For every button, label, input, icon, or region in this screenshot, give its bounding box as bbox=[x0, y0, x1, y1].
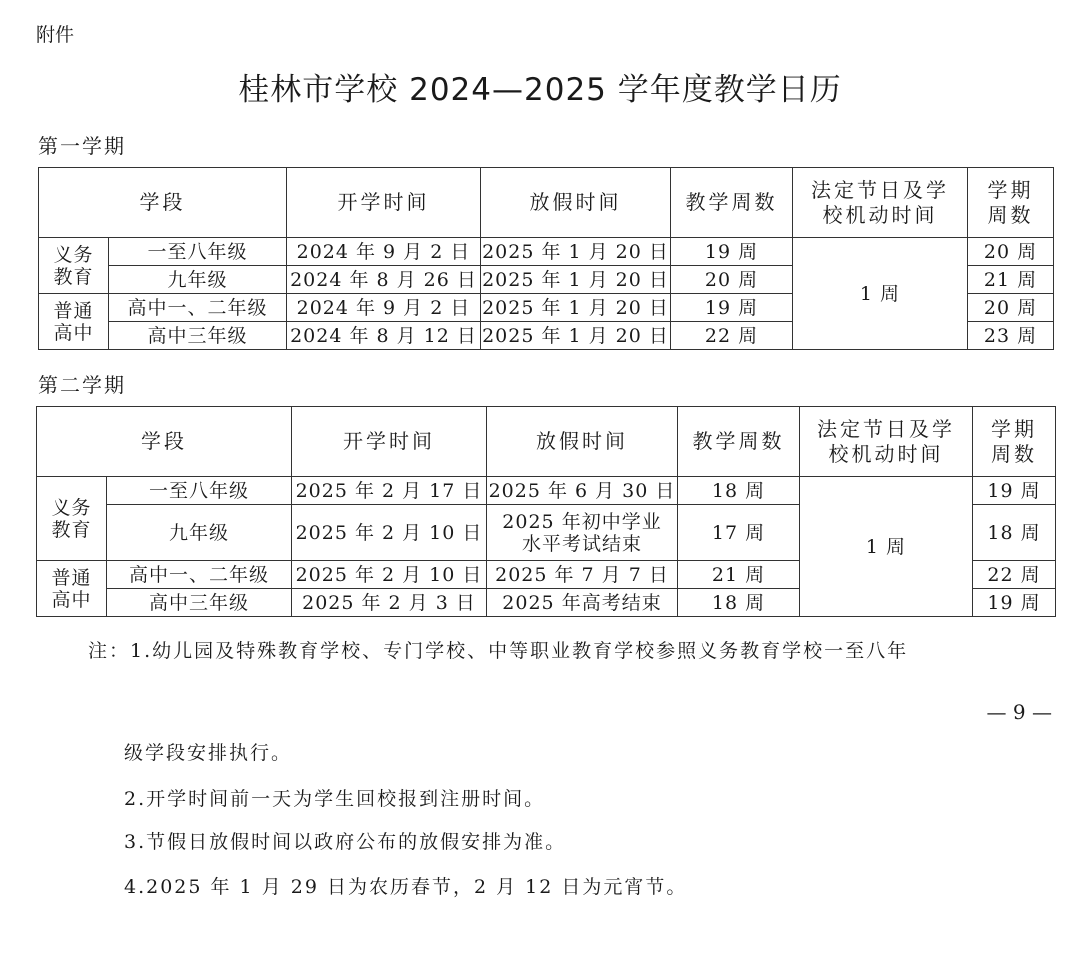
grade-cell: 高中一、二年级 bbox=[107, 561, 292, 589]
weeks-cell: 17 周 bbox=[678, 505, 800, 561]
grade-cell: 九年级 bbox=[107, 505, 292, 561]
header-term-weeks: 学期 周数 bbox=[973, 407, 1056, 477]
weeks-cell: 18 周 bbox=[678, 477, 800, 505]
note-1-continued: 级学段安排执行。 bbox=[124, 742, 293, 764]
holiday-cell: 2025 年 7 月 7 日 bbox=[487, 561, 678, 589]
note-1: 注：1.幼儿园及特殊教育学校、专门学校、中等职业教育学校参照义务教育学校一至八年 bbox=[88, 640, 909, 662]
holiday-cell: 2025 年 1 月 20 日 bbox=[481, 322, 671, 350]
header-holiday: 放假时间 bbox=[487, 407, 678, 477]
header-start: 开学时间 bbox=[287, 168, 481, 238]
start-cell: 2025 年 2 月 10 日 bbox=[292, 505, 487, 561]
term-weeks-cell: 23 周 bbox=[968, 322, 1054, 350]
group-compulsory: 义务 教育 bbox=[39, 238, 109, 294]
header-teaching-weeks: 教学周数 bbox=[678, 407, 800, 477]
start-cell: 2024 年 9 月 2 日 bbox=[287, 238, 481, 266]
header-start: 开学时间 bbox=[292, 407, 487, 477]
term-weeks-cell: 19 周 bbox=[973, 477, 1056, 505]
header-legal-flex: 法定节日及学 校机动时间 bbox=[800, 407, 973, 477]
start-cell: 2025 年 2 月 3 日 bbox=[292, 589, 487, 617]
table-header-row bbox=[37, 407, 1056, 477]
term-weeks-cell: 18 周 bbox=[973, 505, 1056, 561]
table-header-row bbox=[39, 168, 1054, 238]
header-stage: 学段 bbox=[39, 168, 287, 238]
term2-label: 第二学期 bbox=[38, 373, 126, 397]
table-row bbox=[37, 477, 1056, 505]
holiday-cell: 2025 年 1 月 20 日 bbox=[481, 266, 671, 294]
grade-cell: 高中一、二年级 bbox=[109, 294, 287, 322]
header-teaching-weeks: 教学周数 bbox=[671, 168, 793, 238]
group-high-school: 普通 高中 bbox=[39, 294, 109, 350]
flex-time-cell: 1 周 bbox=[793, 238, 968, 350]
grade-cell: 九年级 bbox=[109, 266, 287, 294]
weeks-cell: 18 周 bbox=[678, 589, 800, 617]
table-row bbox=[39, 238, 1054, 266]
page-number: — 9 — bbox=[986, 700, 1052, 724]
weeks-cell: 19 周 bbox=[671, 294, 793, 322]
weeks-cell: 20 周 bbox=[671, 266, 793, 294]
term1-label: 第一学期 bbox=[38, 134, 126, 158]
flex-time-cell: 1 周 bbox=[800, 477, 973, 617]
term-weeks-cell: 20 周 bbox=[968, 238, 1054, 266]
start-cell: 2024 年 9 月 2 日 bbox=[287, 294, 481, 322]
holiday-cell: 2025 年 1 月 20 日 bbox=[481, 238, 671, 266]
holiday-cell: 2025 年 1 月 20 日 bbox=[481, 294, 671, 322]
grade-cell: 一至八年级 bbox=[109, 238, 287, 266]
header-legal-flex: 法定节日及学 校机动时间 bbox=[793, 168, 968, 238]
weeks-cell: 22 周 bbox=[671, 322, 793, 350]
holiday-cell: 2025 年初中学业 水平考试结束 bbox=[487, 505, 678, 561]
note-2: 2.开学时间前一天为学生回校报到注册时间。 bbox=[124, 788, 546, 810]
term-weeks-cell: 19 周 bbox=[973, 589, 1056, 617]
header-term-weeks: 学期 周数 bbox=[968, 168, 1054, 238]
term1-table bbox=[38, 167, 1054, 350]
header-stage: 学段 bbox=[37, 407, 292, 477]
term-weeks-cell: 21 周 bbox=[968, 266, 1054, 294]
term-weeks-cell: 22 周 bbox=[973, 561, 1056, 589]
holiday-cell: 2025 年高考结束 bbox=[487, 589, 678, 617]
weeks-cell: 21 周 bbox=[678, 561, 800, 589]
header-holiday: 放假时间 bbox=[481, 168, 671, 238]
note-3: 3.节假日放假时间以政府公布的放假安排为准。 bbox=[124, 831, 567, 853]
grade-cell: 高中三年级 bbox=[109, 322, 287, 350]
start-cell: 2025 年 2 月 10 日 bbox=[292, 561, 487, 589]
start-cell: 2024 年 8 月 26 日 bbox=[287, 266, 481, 294]
weeks-cell: 19 周 bbox=[671, 238, 793, 266]
group-compulsory: 义务 教育 bbox=[37, 477, 107, 561]
grade-cell: 一至八年级 bbox=[107, 477, 292, 505]
term-weeks-cell: 20 周 bbox=[968, 294, 1054, 322]
grade-cell: 高中三年级 bbox=[107, 589, 292, 617]
attachment-label: 附件 bbox=[36, 24, 75, 46]
holiday-cell: 2025 年 6 月 30 日 bbox=[487, 477, 678, 505]
note-4: 4.2025 年 1 月 29 日为农历春节，2 月 12 日为元宵节。 bbox=[124, 876, 688, 898]
start-cell: 2025 年 2 月 17 日 bbox=[292, 477, 487, 505]
term2-table bbox=[36, 406, 1056, 617]
page-title: 桂林市学校 2024—2025 学年度教学日历 bbox=[238, 72, 842, 108]
group-high-school: 普通 高中 bbox=[37, 561, 107, 617]
start-cell: 2024 年 8 月 12 日 bbox=[287, 322, 481, 350]
